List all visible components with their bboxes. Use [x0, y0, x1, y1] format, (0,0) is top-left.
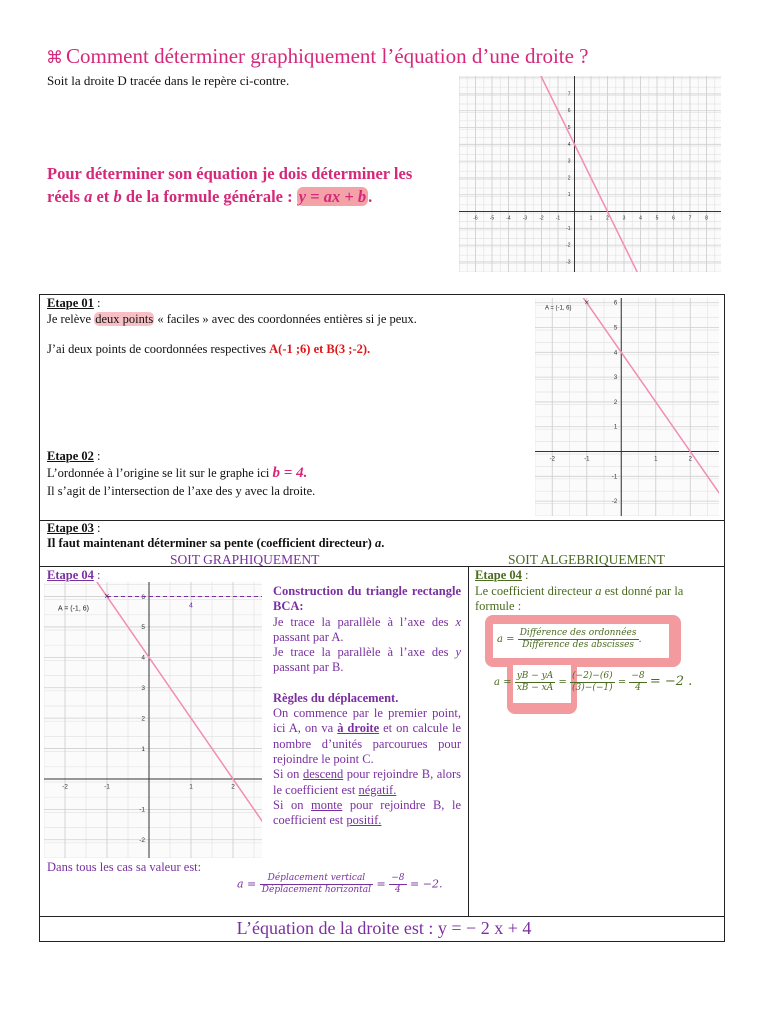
formula-right-2: a = $\frac{yB - yA}{xB - xA}$ = $\frac{(-2)-(6)}{(3)-(-1)}$ = $\frac{-8}{4}$ = −2 . — [494, 671, 693, 693]
goal-text: Pour déterminer son équation je dois déterminer les réels a et b de la formule générale : y = ax + b . — [47, 164, 413, 206]
x-tick-label: 7 — [688, 215, 692, 222]
x-tick-label: 6 — [672, 215, 675, 222]
command-icon: ⌘ — [46, 48, 63, 67]
y-tick-label: 4 — [613, 350, 618, 357]
graph-top — [459, 76, 721, 272]
y-tick-label: 3 — [613, 375, 618, 382]
etape03-heading: Etape 03 : — [47, 521, 101, 535]
y-tick-label: 6 — [141, 593, 145, 601]
x-tick-label: 2 — [606, 215, 609, 222]
point-a-marker: × — [104, 591, 110, 603]
point-a-marker: × — [584, 298, 590, 308]
y-tick-label: -1 — [566, 225, 571, 232]
x-tick-label: 5 — [655, 215, 659, 222]
y-tick-label: -2 — [611, 499, 618, 506]
y-tick-label: 2 — [141, 715, 145, 723]
y-tick-label: 4 — [141, 654, 145, 662]
y-tick-label: -3 — [566, 259, 571, 266]
general-formula: y = ax + b — [298, 187, 367, 206]
dx-label: 4 — [189, 602, 193, 610]
etape04-left-heading: Etape 04 : — [47, 568, 101, 582]
y-tick-label: 6 — [567, 108, 571, 115]
x-tick-label: -6 — [473, 215, 478, 222]
graph-mid — [535, 298, 719, 516]
y-tick-label: 5 — [567, 125, 571, 132]
x-tick-label: -5 — [489, 215, 495, 222]
etape02-text2: Il s’agit de l’intersection de l’axe des y avec la droite. — [47, 484, 316, 498]
point-a-label: A = (-1, 6) — [545, 305, 572, 312]
formula-left: a = $\frac{\text{Déplacement vertical}}{\text{Déplacement horizontal}}$ = $\frac{-8}{4}$ = −2. — [237, 873, 443, 895]
etape01-text: Je relève deux points « faciles » avec des coordonnées entières si je peux. — [47, 312, 417, 326]
y-tick-label: 1 — [567, 192, 571, 199]
point-a-label: A = (-1, 6) — [58, 605, 89, 613]
y-tick-label: 2 — [567, 175, 571, 182]
y-tick-label: -1 — [139, 806, 145, 814]
etape02-heading: Etape 02 : — [47, 449, 101, 463]
y-tick-label: 5 — [141, 624, 145, 632]
x-tick-label: 3 — [622, 215, 626, 222]
y-tick-label: -1 — [611, 474, 618, 481]
x-tick-label: 8 — [705, 215, 708, 222]
x-tick-label: -1 — [555, 215, 561, 222]
y-tick-label: -2 — [139, 837, 145, 845]
x-tick-label: 2 — [231, 783, 235, 791]
x-tick-label: -1 — [584, 456, 590, 463]
divider-1 — [39, 520, 725, 521]
y-tick-label: -2 — [566, 242, 571, 249]
y-tick-label: 6 — [613, 300, 618, 307]
x-tick-label: -2 — [62, 783, 68, 791]
x-tick-label: -4 — [506, 215, 511, 222]
y-tick-label: 4 — [567, 141, 571, 148]
graph-background — [44, 582, 262, 858]
y-tick-label: 1 — [141, 745, 145, 753]
divider-3 — [39, 916, 725, 917]
x-tick-label: 1 — [654, 456, 658, 463]
graph-low — [44, 582, 262, 858]
x-tick-label: -2 — [539, 215, 544, 222]
x-tick-label: -3 — [522, 215, 528, 222]
etape01-points: J’ai deux points de coordonnées respectives A(-1 ;6) et B(3 ;-2). — [47, 342, 371, 356]
x-tick-label: -2 — [549, 456, 555, 463]
conclusion-text: Dans tous les cas sa valeur est: — [47, 860, 202, 874]
final-equation: L’équation de la droite est : y = − 2 x + 4 — [236, 918, 532, 938]
graph-background — [535, 298, 719, 516]
y-tick-label: 3 — [567, 158, 571, 165]
x-tick-label: 2 — [688, 456, 692, 463]
etape02-text: L’ordonnée à l’origine se lit sur le graphe ici b = 4. — [47, 465, 308, 481]
x-tick-label: 1 — [589, 215, 593, 222]
etape03-text: Il faut maintenant déterminer sa pente (coefficient directeur) a. — [47, 536, 385, 550]
formula-right-1: a = $\frac{\text{Différence des ordonnées}}{\text{Différence des abscisses}}$ . — [497, 628, 642, 650]
y-tick-label: 1 — [613, 424, 618, 431]
y-tick-label: 5 — [613, 325, 618, 332]
x-tick-label: 1 — [189, 783, 193, 791]
page-title: ⌘ Comment déterminer graphiquement l’équation d’une droite ? — [46, 44, 589, 68]
x-tick-label: 4 — [639, 215, 642, 222]
construction-text: Construction du triangle rectangle BCA: Je trace la parallèle à l’axe des x passant par A. Je trace la parallèle à l’axe des y passant par B. Règles du déplacement. On commence par le premier point, ici A, on va à droite et on calcule le nombre d’unités parcourues pour rejoindre le point C. Si on descend pour rejoindre B, alors le coefficient est négatif. Si on monte pour rejoindre B, le coefficient est positif. — [273, 584, 461, 828]
etape04-right-text: Le coefficient directeur a est donné par la formule : — [475, 584, 684, 613]
header-algebrique: SOIT ALGEBRIQUEMENT — [508, 552, 665, 567]
etape04-right-heading: Etape 04 : — [475, 568, 529, 582]
x-tick-label: -1 — [104, 783, 110, 791]
y-tick-label: 2 — [613, 399, 618, 406]
header-graphique: SOIT GRAPHIQUEMENT — [170, 552, 320, 567]
etape01-heading: Etape 01 : — [47, 296, 101, 310]
intro-text: Soit la droite D tracée dans le repère ci-contre. — [47, 73, 290, 88]
divider-col — [468, 566, 469, 916]
y-tick-label: 3 — [141, 685, 145, 693]
y-tick-label: 7 — [567, 91, 571, 98]
